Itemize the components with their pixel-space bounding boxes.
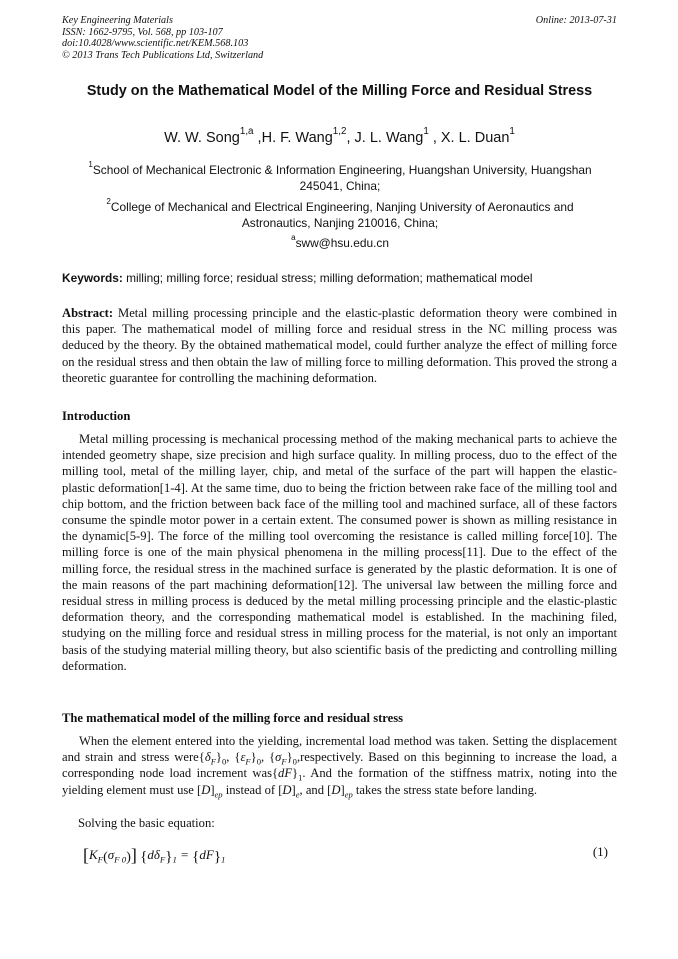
issn-line: ISSN: 1662-9795, Vol. 568, pp 103-107 xyxy=(62,26,223,38)
abstract-label: Abstract: xyxy=(62,306,114,320)
introduction-heading: Introduction xyxy=(62,409,131,423)
keywords xyxy=(62,271,617,286)
affiliation-text: College of Mechanical and Electrical Engineering, Nanjing University of Aeronautics and Astronautics, Nanjing 210016, China; xyxy=(110,200,574,230)
affiliation-1 xyxy=(75,160,605,194)
email-sup: a xyxy=(291,233,296,243)
solve-equation-label: Solving the basic equation: xyxy=(78,816,215,830)
equation-1 xyxy=(83,843,613,863)
model-paragraph: When the element entered into the yielding, incremental load method was taken. Setting the displacement and strain and stress $were\{\delta_F\}_0$, $\{\varepsilon_F\}_0$, $\{\sigma_F\}_0,respectively$. Based on this beginning to increase the load, a corresponding node load increment $was\{dF\}_1$. And the formation of the stiffness matrix, noting into the yielding element must use $[D]_{ep}$ instead of $[D]_e$, and $[D]_{ep}$ takes the stress state before landing. xyxy=(62,734,617,800)
affiliation-text: School of Mechanical Electronic & Information Engineering, Huangshan University, Huangshan 245041, China; xyxy=(92,163,592,193)
journal-header xyxy=(62,15,617,61)
affiliation-sup: 2 xyxy=(106,197,111,207)
author-name: H. F. Wang xyxy=(261,130,333,146)
equation-number: (1) xyxy=(592,844,608,859)
author-sup: 1 xyxy=(509,126,515,138)
model-section-heading: The mathematical model of the milling force and residual stress xyxy=(62,711,404,725)
equation-expression: $[K_F(\sigma_{F 0})] \{d\delta_F\}_1 = \{dF\}_1$ xyxy=(83,845,226,865)
copyright-line: © 2013 Trans Tech Publications Ltd, Switzerland xyxy=(62,49,264,61)
author-name: J. L. Wang xyxy=(354,130,424,146)
author-sup: 1 xyxy=(423,126,429,138)
author-name: X. L. Duan xyxy=(440,130,510,146)
keywords-text: milling; milling force; residual stress; milling deformation; mathematical model xyxy=(126,271,533,285)
email-text[interactable]: sww@hsu.edu.cn xyxy=(295,236,389,250)
affiliation-sup: 1 xyxy=(88,160,93,170)
author-name: W. W. Song xyxy=(164,130,240,146)
journal-name: Key Engineering Materials xyxy=(62,15,173,26)
author-list: W. W. Song$^{1,a}$ ,H. F. Wang$^{1,2}$, J. L. Wang$^1$ , X. L. Duan$^1$ xyxy=(164,126,515,146)
doi-line: doi:10.4028/www.scientific.net/KEM.568.103 xyxy=(62,38,249,50)
author-sup: 1,a xyxy=(239,126,254,138)
author-sup: 1,2 xyxy=(332,126,347,138)
paper-title: Study on the Mathematical Model of the Milling Force and Residual Stress xyxy=(86,83,593,99)
abstract xyxy=(62,305,617,386)
keywords-label: Keywords: xyxy=(62,271,123,285)
online-date: Online: 2013-07-31 xyxy=(535,15,617,26)
abstract-text: Metal milling processing principle and the elastic-plastic deformation theory were combined in this paper. The mathematical model of milling force and residual stress in the NC milling process was deduced by the theory. By the obtained mathematical model, could further analyze the effect of milling force on the residual stress and then obtain the law of milling force to milling deformation. This proved the strong a theoretic guarantee for controlling the machining deformation. xyxy=(62,306,618,385)
affiliation-2 xyxy=(75,197,605,231)
author-email[interactable] xyxy=(75,233,605,252)
introduction-paragraph: Metal milling processing is mechanical processing method of the making mechanical parts to achieve the intended geometry shape, size precision and high surface quality. In milling process, duo to the effect of the milling tool, metal of the milling layer, chip, and metal of the surface of the part will happen the elastic-plastic deformation[1-4]. At the same time, duo to being the friction between rake face of the milling tool and chip bottom, and the friction between back face of the milling tool and machined surface, all of these factors consume the spindle motor power in a certain extent. The consumed power is shown as milling resistance in the dynamic[5-9]. The force of the milling tool overcoming the resistance is called milling force[10]. The milling force is one of the main physical phenomena in the milling process[11]. Due to the effect of the milling force, the residual stress in the machined surface is generated by the plastic deformation. It is one of the main reasons of the part machining deformation[12]. The universal law between the milling force and residual stress in milling process is deduced by the metal milling processing principle and the elastic-plastic deformation theory, and the corresponding mathematical model is established. In the machining filed, studying on the milling force and residual stress in milling process for the material, is not only an important basis of the studying material milling theory, but also scientific basis of the predicting and controlling milling deformation. xyxy=(62,432,617,673)
